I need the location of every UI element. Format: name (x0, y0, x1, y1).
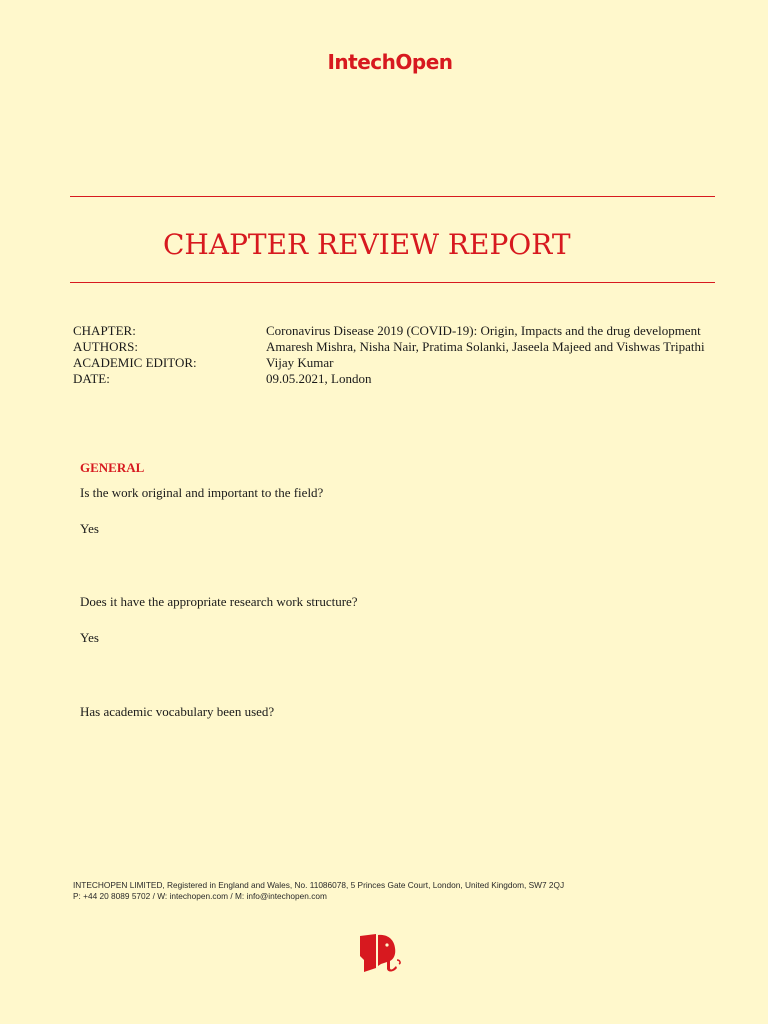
meta-key-date: DATE: (73, 371, 110, 386)
meta-key-chapter: CHAPTER: (73, 323, 136, 338)
question-structure: Does it have the appropriate research work structure? (80, 594, 358, 609)
meta-row-chapter (73, 323, 743, 339)
page-title: CHAPTER REVIEW REPORT (163, 228, 571, 261)
answer-originality: Yes (80, 521, 99, 536)
intechopen-logo: IntechOpen (327, 50, 453, 74)
title-top-rule (70, 196, 715, 197)
footer-line-contact: P: +44 20 8089 5702 / W: intechopen.com / M: info@intechopen.com (73, 890, 327, 901)
chapter-meta (73, 323, 743, 387)
footer-line-company: INTECHOPEN LIMITED, Registered in England and Wales, No. 11086078, 5 Princes Gate Court, London, United Kingdom, SW7 2QJ (73, 880, 565, 890)
meta-value-chapter: Coronavirus Disease 2019 (COVID-19): Origin, Impacts and the drug development (266, 323, 701, 338)
answer-structure: Yes (80, 630, 99, 645)
meta-row-editor (73, 355, 743, 371)
meta-key-editor: ACADEMIC EDITOR: (73, 355, 197, 370)
meta-value-date: 09.05.2021, London (266, 371, 372, 386)
meta-row-authors (73, 339, 743, 355)
meta-row-date (73, 371, 743, 387)
meta-value-editor: Vijay Kumar (266, 355, 334, 370)
meta-key-authors: AUTHORS: (73, 339, 139, 354)
question-vocabulary: Has academic vocabulary been used? (80, 704, 275, 719)
question-originality: Is the work original and important to the field? (80, 485, 324, 500)
footer-info (73, 880, 564, 901)
elephant-book-icon (357, 930, 403, 974)
meta-value-authors: Amaresh Mishra, Nisha Nair, Pratima Solanki, Jaseela Majeed and Vishwas Tripathi (266, 339, 705, 354)
general-heading: GENERAL (80, 460, 145, 475)
title-bottom-rule (70, 282, 715, 283)
